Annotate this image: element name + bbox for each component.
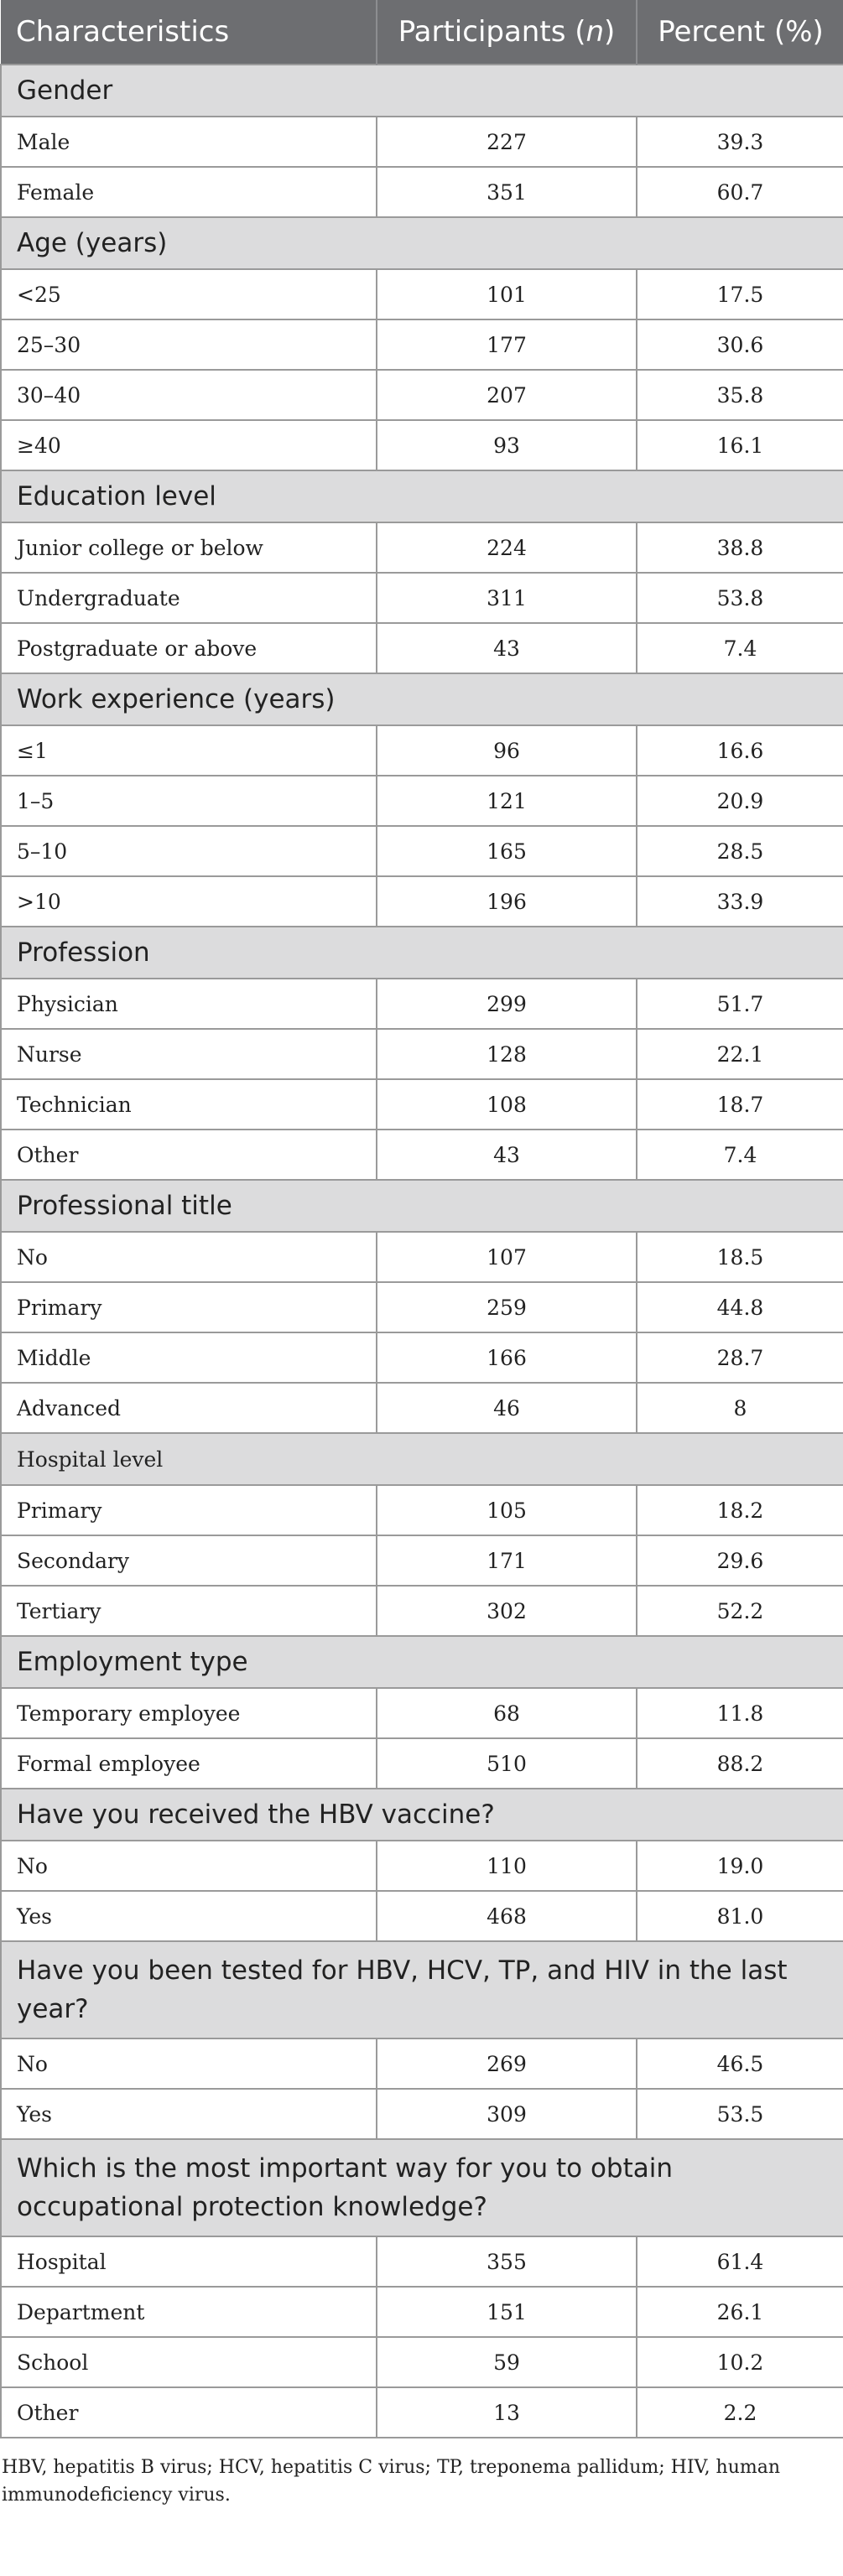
section-row: [1, 65, 843, 117]
row-percent: 88.2: [637, 1738, 843, 1789]
table-row: [1, 1586, 843, 1636]
section-row: [1, 927, 843, 979]
section-row: [1, 217, 843, 269]
section-title: Work experience (years): [1, 673, 843, 725]
row-participants: 351: [377, 167, 637, 217]
section-title: Gender: [1, 65, 843, 117]
row-label: Other: [1, 1130, 377, 1180]
table-row: [1, 1332, 843, 1383]
section-title: Have you received the HBV vaccine?: [1, 1789, 843, 1841]
table-row: [1, 117, 843, 167]
section-row: [1, 673, 843, 725]
table-row: [1, 269, 843, 319]
row-label: Department: [1, 2287, 377, 2337]
row-participants: 171: [377, 1535, 637, 1586]
row-participants: 151: [377, 2287, 637, 2337]
row-label: 1–5: [1, 776, 377, 826]
row-percent: 20.9: [637, 776, 843, 826]
row-label: ≥40: [1, 420, 377, 470]
table-row: [1, 1232, 843, 1282]
header-participants-suffix: ): [604, 15, 616, 49]
row-label: >10: [1, 876, 377, 927]
row-participants: 46: [377, 1383, 637, 1433]
row-participants: 13: [377, 2387, 637, 2438]
row-participants: 177: [377, 319, 637, 370]
row-label: Temporary employee: [1, 1688, 377, 1738]
row-label: No: [1, 2038, 377, 2089]
row-participants: 68: [377, 1688, 637, 1738]
section-row: [1, 1636, 843, 1688]
table-row: [1, 725, 843, 776]
header-row: [1, 0, 843, 65]
table-row: [1, 1841, 843, 1891]
row-participants: 93: [377, 420, 637, 470]
row-percent: 18.5: [637, 1232, 843, 1282]
section-title: Professional title: [1, 1180, 843, 1232]
section-row: [1, 470, 843, 522]
table-row: [1, 420, 843, 470]
row-label: <25: [1, 269, 377, 319]
table-body: [1, 65, 843, 2438]
row-participants: 207: [377, 370, 637, 420]
row-percent: 39.3: [637, 117, 843, 167]
table-row: [1, 826, 843, 876]
table-row: [1, 2337, 843, 2387]
row-percent: 10.2: [637, 2337, 843, 2387]
row-percent: 51.7: [637, 979, 843, 1029]
section-title: Education level: [1, 470, 843, 522]
row-label: Tertiary: [1, 1586, 377, 1636]
row-label: Physician: [1, 979, 377, 1029]
row-percent: 33.9: [637, 876, 843, 927]
table-row: [1, 2089, 843, 2139]
row-label: No: [1, 1841, 377, 1891]
header-participants-prefix: Participants (: [398, 15, 586, 49]
row-percent: 22.1: [637, 1029, 843, 1079]
row-percent: 26.1: [637, 2287, 843, 2337]
row-percent: 7.4: [637, 623, 843, 673]
row-label: Technician: [1, 1079, 377, 1130]
row-participants: 468: [377, 1891, 637, 1941]
row-participants: 96: [377, 725, 637, 776]
row-participants: 196: [377, 876, 637, 927]
row-percent: 28.7: [637, 1332, 843, 1383]
footnote: HBV, hepatitis B virus; HCV, hepatitis C virus; TP, treponema pallidum; HIV, human immunodeficiency virus.: [2, 2457, 781, 2506]
row-participants: 108: [377, 1079, 637, 1130]
row-percent: 16.1: [637, 420, 843, 470]
section-row: [1, 1433, 843, 1485]
row-participants: 101: [377, 269, 637, 319]
row-percent: 52.2: [637, 1586, 843, 1636]
row-percent: 7.4: [637, 1130, 843, 1180]
row-participants: 59: [377, 2337, 637, 2387]
row-participants: 110: [377, 1841, 637, 1891]
row-label: Middle: [1, 1332, 377, 1383]
section-row: [1, 1180, 843, 1232]
row-label: No: [1, 1232, 377, 1282]
row-participants: 107: [377, 1232, 637, 1282]
table-row: [1, 1029, 843, 1079]
header-participants-n: n: [585, 15, 605, 49]
row-percent: 2.2: [637, 2387, 843, 2438]
row-percent: 16.6: [637, 725, 843, 776]
row-participants: 224: [377, 522, 637, 573]
section-title: Hospital level: [1, 1433, 843, 1485]
table-row: [1, 876, 843, 927]
row-label: School: [1, 2337, 377, 2387]
row-label: Yes: [1, 2089, 377, 2139]
row-percent: 17.5: [637, 269, 843, 319]
row-label: Primary: [1, 1282, 377, 1332]
row-label: Postgraduate or above: [1, 623, 377, 673]
section-title: Age (years): [1, 217, 843, 269]
row-percent: 35.8: [637, 370, 843, 420]
header-participants: [377, 0, 637, 65]
row-participants: 165: [377, 826, 637, 876]
row-percent: 81.0: [637, 1891, 843, 1941]
row-percent: 19.0: [637, 1841, 843, 1891]
table-row: [1, 1535, 843, 1586]
row-label: Primary: [1, 1485, 377, 1535]
table-row: [1, 573, 843, 623]
row-participants: 309: [377, 2089, 637, 2139]
row-participants: 355: [377, 2236, 637, 2287]
row-label: 30–40: [1, 370, 377, 420]
table-row: [1, 2287, 843, 2337]
row-label: 25–30: [1, 319, 377, 370]
section-row: [1, 1941, 843, 2038]
row-percent: 30.6: [637, 319, 843, 370]
row-percent: 18.7: [637, 1079, 843, 1130]
row-label: Junior college or below: [1, 522, 377, 573]
row-participants: 311: [377, 573, 637, 623]
row-percent: 46.5: [637, 2038, 843, 2089]
row-participants: 510: [377, 1738, 637, 1789]
section-title: Employment type: [1, 1636, 843, 1688]
row-participants: 105: [377, 1485, 637, 1535]
table-row: [1, 1282, 843, 1332]
row-label: Hospital: [1, 2236, 377, 2287]
table-row: [1, 623, 843, 673]
table-row: [1, 167, 843, 217]
table-row: [1, 2387, 843, 2438]
table-row: [1, 1891, 843, 1941]
table-row: [1, 1738, 843, 1789]
table-row: [1, 979, 843, 1029]
row-label: Nurse: [1, 1029, 377, 1079]
row-percent: 53.5: [637, 2089, 843, 2139]
row-participants: 299: [377, 979, 637, 1029]
section-row: [1, 1789, 843, 1841]
row-label: Other: [1, 2387, 377, 2438]
row-percent: 53.8: [637, 573, 843, 623]
row-percent: 18.2: [637, 1485, 843, 1535]
table-row: [1, 776, 843, 826]
header-characteristics: Characteristics: [1, 0, 377, 65]
row-percent: 60.7: [637, 167, 843, 217]
table-row: [1, 319, 843, 370]
row-participants: 128: [377, 1029, 637, 1079]
table-row: [1, 1383, 843, 1433]
row-label: Undergraduate: [1, 573, 377, 623]
table-row: [1, 2038, 843, 2089]
row-label: Advanced: [1, 1383, 377, 1433]
row-label: Female: [1, 167, 377, 217]
table-row: [1, 1485, 843, 1535]
row-label: 5–10: [1, 826, 377, 876]
row-percent: 38.8: [637, 522, 843, 573]
row-label: Yes: [1, 1891, 377, 1941]
row-label: ≤1: [1, 725, 377, 776]
row-label: Male: [1, 117, 377, 167]
row-participants: 259: [377, 1282, 637, 1332]
row-label: Secondary: [1, 1535, 377, 1586]
row-participants: 166: [377, 1332, 637, 1383]
table-row: [1, 522, 843, 573]
row-participants: 121: [377, 776, 637, 826]
row-percent: 61.4: [637, 2236, 843, 2287]
row-label: Formal employee: [1, 1738, 377, 1789]
row-participants: 269: [377, 2038, 637, 2089]
table-row: [1, 370, 843, 420]
section-title: Have you been tested for HBV, HCV, TP, and HIV in the last year?: [1, 1941, 843, 2038]
row-participants: 302: [377, 1586, 637, 1636]
table-row: [1, 2236, 843, 2287]
table-row: [1, 1130, 843, 1180]
table-row: [1, 1688, 843, 1738]
row-participants: 43: [377, 623, 637, 673]
row-percent: 11.8: [637, 1688, 843, 1738]
row-participants: 43: [377, 1130, 637, 1180]
row-participants: 227: [377, 117, 637, 167]
section-row: [1, 2139, 843, 2236]
row-percent: 44.8: [637, 1282, 843, 1332]
row-percent: 29.6: [637, 1535, 843, 1586]
table-row: [1, 1079, 843, 1130]
row-percent: 28.5: [637, 826, 843, 876]
section-title: Which is the most important way for you to obtain occupational protection knowledge?: [1, 2139, 843, 2236]
section-title: Profession: [1, 927, 843, 979]
header-percent: Percent (%): [637, 0, 843, 65]
row-percent: 8: [637, 1383, 843, 1433]
